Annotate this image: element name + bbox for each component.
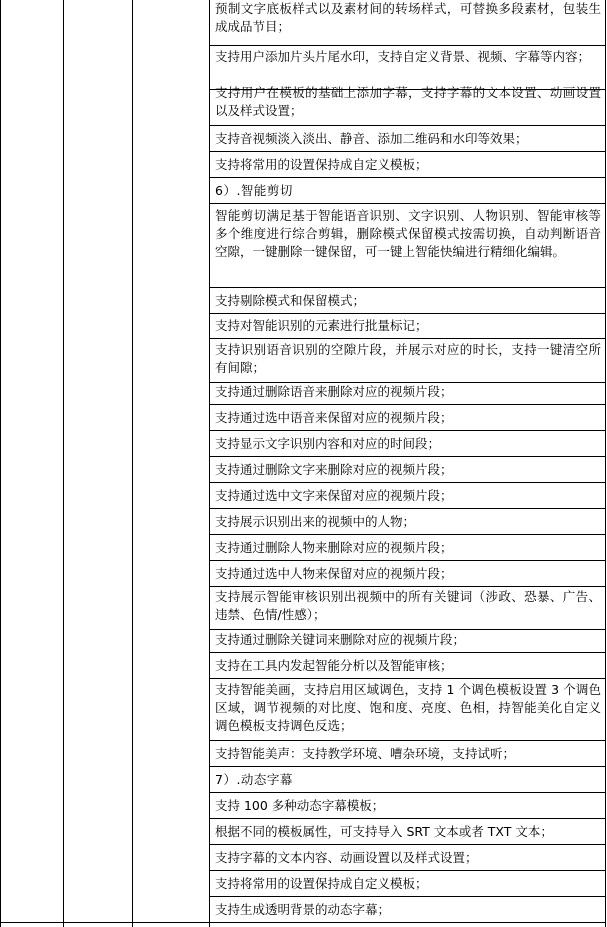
table-cell: 支持在工具内发起智能分析以及智能审核； <box>210 653 605 679</box>
table-cell: 支持通过删除语音来删除对应的视频片段； <box>210 379 605 405</box>
table-cell: 支持音视频淡入淡出、静音、添加二维码和水印等效果； <box>210 126 605 152</box>
table-column-divider <box>63 0 64 927</box>
table-column-divider <box>132 0 133 927</box>
table-border-bottom <box>0 922 606 923</box>
section-heading: 7）.动态字幕 <box>210 767 605 793</box>
table-cell: 预制文字底板样式以及素材间的转场样式，可替换多段素材，包装生成成品节目； <box>210 0 605 46</box>
table-cell: 支持用户在模板的基础上添加字幕，支持字幕的文本设置、动画设置以及样式设置； <box>210 82 605 126</box>
table-cell: 支持 100 多种动态字幕模板； <box>210 793 605 819</box>
table-cell: 支持对智能识别的元素进行批量标记； <box>210 313 605 339</box>
table-cell: 支持智能美画，支持启用区域调色，支持 1 个调色模板设置 3 个调色区域，调节视频的对比度、饱和度、亮度、色相，持智能美化自定义调色模板支持调色反选； <box>210 679 605 741</box>
table-cell: 支持通过选中文字来保留对应的视频片段； <box>210 483 605 509</box>
table-border-left <box>0 0 1 927</box>
table-cell: 支持将常用的设置保持成自定义模板； <box>210 152 605 178</box>
table-cell: 支持显示文字识别内容和对应的时间段； <box>210 431 605 457</box>
table-cell: 支持通过删除人物来删除对应的视频片段； <box>210 535 605 561</box>
table-cell: 支持用户添加片头片尾水印，支持自定义背景、视频、字幕等内容； <box>210 46 605 90</box>
table-cell: 支持字幕的文本内容、动画设置以及样式设置； <box>210 845 605 871</box>
table-cell: 支持通过选中语音来保留对应的视频片段； <box>210 405 605 431</box>
table-cell: 支持将常用的设置保持成自定义模板； <box>210 871 605 897</box>
table-border-right <box>605 0 606 927</box>
table-cell: 支持生成透明背景的动态字幕； <box>210 897 605 923</box>
table-cell: 支持智能美声：支持教学环境、嘈杂环境，支持试听； <box>210 741 605 767</box>
table-cell: 根据不同的模板属性，可支持导入 SRT 文本或者 TXT 文本； <box>210 819 605 845</box>
table-cell: 智能剪切满足基于智能语音识别、文字识别、人物识别、智能审核等多个维度进行综合剪辑，删除模式保留模式按需切换，自动判断语音空隙，一键删除一键保留，可一键上智能快编进行精细化编辑。 <box>210 204 605 288</box>
table-cell: 支持剔除模式和保留模式； <box>210 288 605 314</box>
table-cell: 支持通过选中人物来保留对应的视频片段； <box>210 561 605 587</box>
table-cell: 支持通过删除文字来删除对应的视频片段； <box>210 457 605 483</box>
section-heading: 6）.智能剪切 <box>210 178 605 204</box>
table-cell: 支持展示识别出来的视频中的人物； <box>210 509 605 535</box>
table-cell: 支持展示智能审核识别出视频中的所有关键词（涉政、恐暴、广告、违禁、色情/性感）； <box>210 586 605 630</box>
table-cell: 支持通过删除关键词来删除对应的视频片段； <box>210 627 605 653</box>
table-cell: 支持识别语音识别的空隙片段，并展示对应的时长，支持一键清空所有间隙； <box>210 339 605 383</box>
